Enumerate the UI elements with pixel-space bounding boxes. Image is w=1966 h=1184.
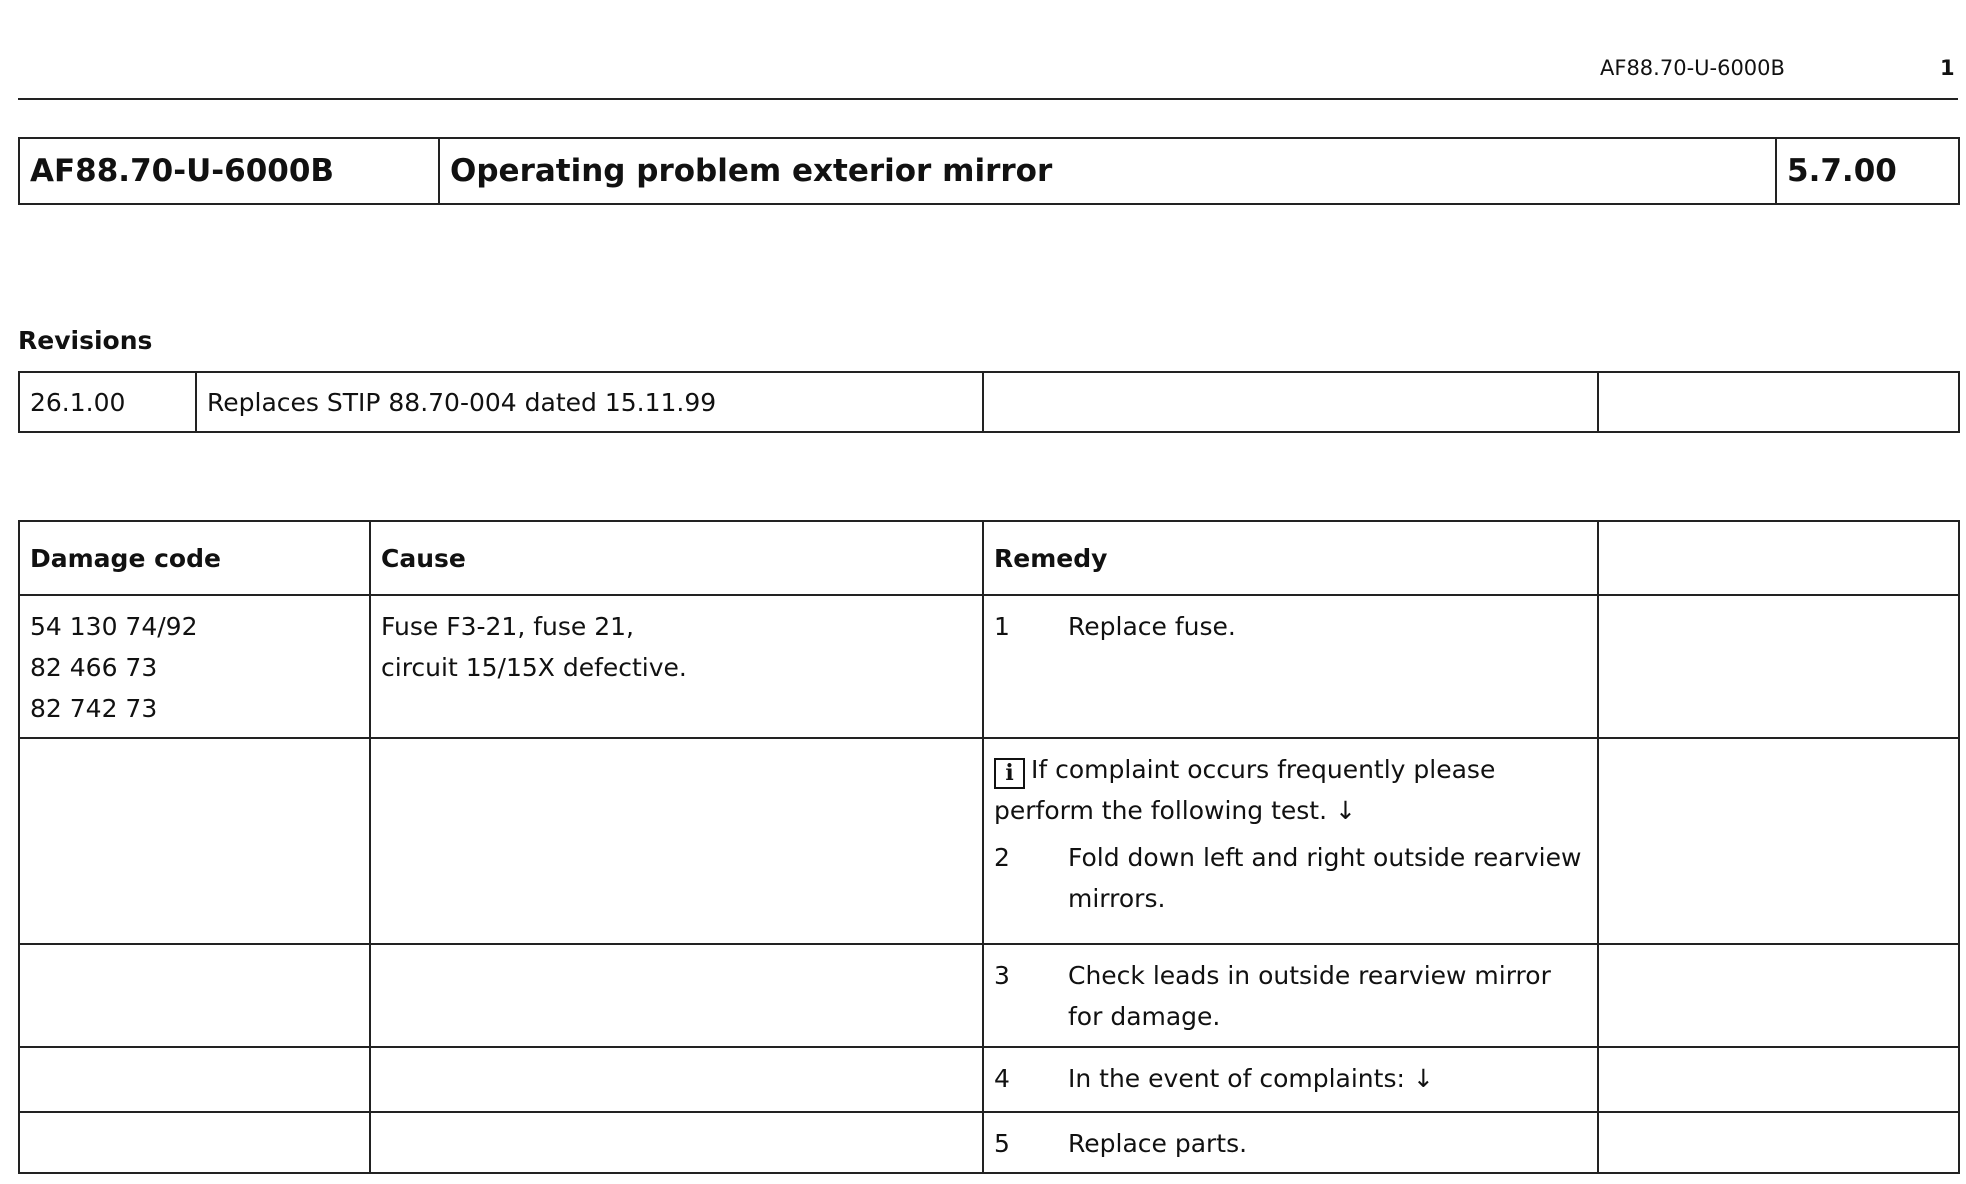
step-text: In the event of complaints: ↓ <box>1068 1064 1434 1093</box>
revisions-table <box>18 371 1960 433</box>
header-damage-code: Damage code <box>19 521 370 595</box>
step-text: Replace fuse. <box>1068 612 1236 641</box>
empty-cell <box>370 738 983 944</box>
info-icon: i <box>994 758 1025 789</box>
empty-cell <box>1598 944 1959 1047</box>
remedy-cell <box>983 1112 1598 1173</box>
remedy-cell <box>983 595 1598 738</box>
empty-cell <box>1598 595 1959 738</box>
header-rule <box>18 98 1958 100</box>
title-doc-id: AF88.70-U-6000B <box>19 138 439 204</box>
revision-description: Replaces STIP 88.70-004 dated 15.11.99 <box>196 372 983 432</box>
step-number: 5 <box>994 1129 1010 1158</box>
document-version: 5.7.00 <box>1776 138 1959 204</box>
revision-date: 26.1.00 <box>19 372 196 432</box>
remedy-cell <box>983 944 1598 1047</box>
remedy-step <box>994 955 1587 1037</box>
info-note <box>994 749 1587 831</box>
empty-cell <box>1598 1047 1959 1112</box>
empty-cell <box>370 1047 983 1112</box>
empty-cell <box>1598 1112 1959 1173</box>
table-header-row <box>19 521 1959 595</box>
step-text: Replace parts. <box>1068 1129 1248 1158</box>
empty-cell <box>19 1112 370 1173</box>
step-text: Check leads in outside rearview mirror for damage. <box>1068 961 1551 1031</box>
revision-empty-cell <box>1598 372 1959 432</box>
damage-code: 82 742 73 <box>30 694 158 723</box>
header-cause: Cause <box>370 521 983 595</box>
document-title: Operating problem exterior mirror <box>439 138 1776 204</box>
damage-table <box>18 520 1960 1174</box>
remedy-step <box>994 606 1587 647</box>
remedy-cell <box>983 1047 1598 1112</box>
damage-codes-cell <box>19 595 370 738</box>
table-row <box>19 738 1959 944</box>
empty-cell <box>19 944 370 1047</box>
header-remedy: Remedy <box>983 521 1598 595</box>
cause-cell <box>370 595 983 738</box>
step-text: Fold down left and right outside rearview mirrors. <box>1068 843 1582 913</box>
table-row <box>19 944 1959 1047</box>
step-number: 3 <box>994 961 1010 990</box>
table-row <box>19 1047 1959 1112</box>
info-text: If complaint occurs frequently please perform the following test. ↓ <box>994 755 1496 825</box>
page-header-doc-id: AF88.70-U-6000B <box>1600 56 1785 80</box>
cause-line: Fuse F3-21, fuse 21, <box>381 612 634 641</box>
damage-code: 54 130 74/92 <box>30 612 198 641</box>
cause-line: circuit 15/15X defective. <box>381 653 687 682</box>
empty-cell <box>19 738 370 944</box>
table-row <box>19 595 1959 738</box>
title-bar <box>18 137 1960 205</box>
step-number: 2 <box>994 843 1010 872</box>
step-number: 4 <box>994 1064 1010 1093</box>
page-number: 1 <box>1940 56 1955 80</box>
remedy-step <box>994 1058 1587 1099</box>
revisions-label: Revisions <box>18 326 153 355</box>
step-number: 1 <box>994 612 1010 641</box>
remedy-step <box>994 1123 1587 1164</box>
header-empty <box>1598 521 1959 595</box>
remedy-cell <box>983 738 1598 944</box>
table-row <box>19 1112 1959 1173</box>
empty-cell <box>1598 738 1959 944</box>
remedy-step <box>994 837 1587 919</box>
revision-empty-cell <box>983 372 1598 432</box>
revision-row <box>19 372 1959 432</box>
empty-cell <box>19 1047 370 1112</box>
empty-cell <box>370 944 983 1047</box>
empty-cell <box>370 1112 983 1173</box>
damage-code: 82 466 73 <box>30 653 158 682</box>
